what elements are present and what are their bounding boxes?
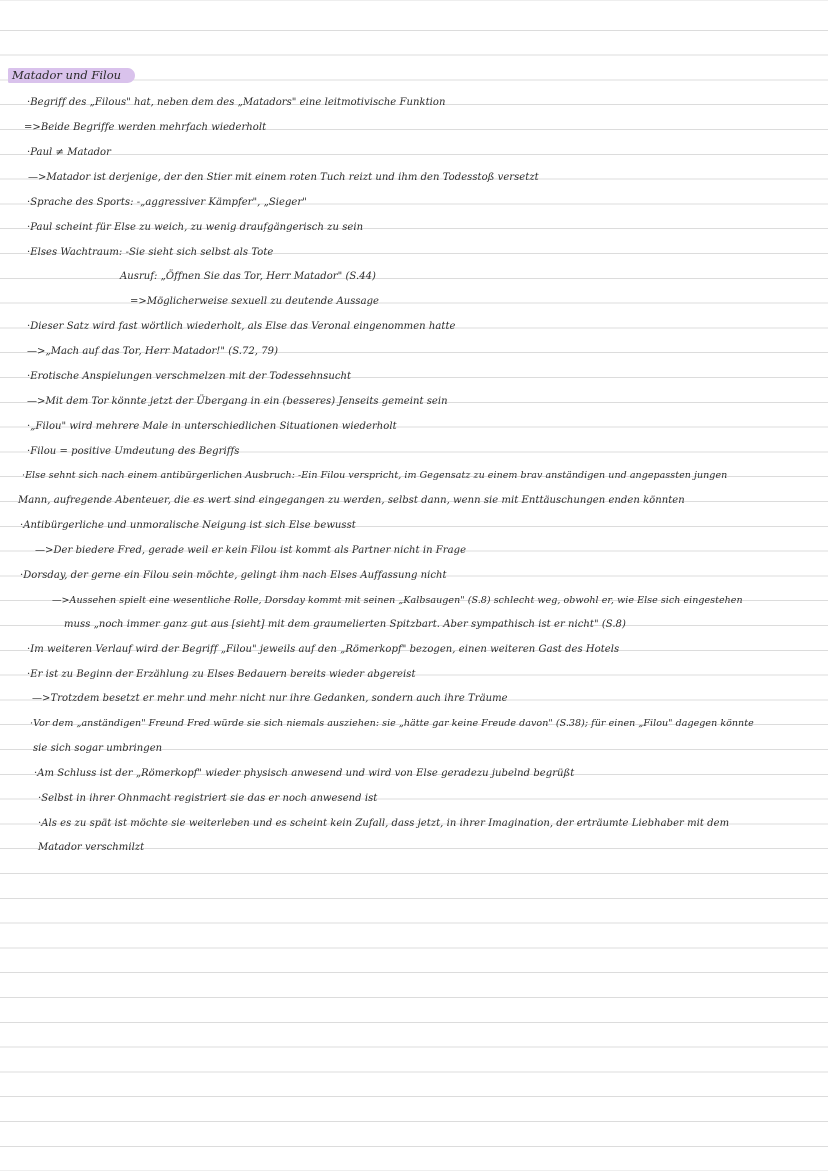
note-line: ·Vor dem „anständigen" Freund Fred würde sie sich niemals ausziehen: sie „hätte gar keine Freude davon" (S.38); für einen „Filou" dagegen könnte <box>30 718 754 729</box>
note-line: ·Elses Wachtraum: -Sie sieht sich selbst als Tote <box>27 247 274 258</box>
note-line: ·Dieser Satz wird fast wörtlich wiederholt, als Else das Veronal eingenommen hatte <box>27 321 456 332</box>
note-line: ·Dorsday, der gerne ein Filou sein möchte, gelingt ihm nach Elses Auffassung nicht <box>20 570 447 581</box>
note-line: —>Matador ist derjenige, der den Stier mit einem roten Tuch reizt und ihm den Todesstoß versetzt <box>28 172 539 183</box>
note-line: ·Paul scheint für Else zu weich, zu wenig draufgängerisch zu sein <box>27 222 364 233</box>
note-line: ·Erotische Anspielungen verschmelzen mit der Todessehnsucht <box>27 371 352 382</box>
note-line: ·Als es zu spät ist möchte sie weiterleben und es scheint kein Zufall, dass jetzt, in ihrer Imagination, der erträumte Liebhaber mit dem <box>38 818 730 829</box>
note-line: =>Beide Begriffe werden mehrfach wiederholt <box>24 122 267 133</box>
note-line: ·Am Schluss ist der „Römerkopf" wieder physisch anwesend und wird von Else geradezu jubelnd begrüßt <box>34 768 575 779</box>
note-line: ·Antibürgerliche und unmoralische Neigung ist sich Else bewusst <box>20 520 356 531</box>
note-line: ·Im weiteren Verlauf wird der Begriff „Filou" jeweils auf den „Römerkopf" bezogen, einen weiteren Gast des Hotels <box>27 644 620 655</box>
note-line: muss „noch immer ganz gut aus [sieht] mit dem graumelierten Spitzbart. Aber sympathisch ist er nicht" (S.8) <box>64 619 626 630</box>
note-line: sie sich sogar umbringen <box>33 743 163 754</box>
note-line: ·Selbst in ihrer Ohnmacht registriert sie das er noch anwesend ist <box>38 793 378 804</box>
note-line: ·Else sehnt sich nach einem antibürgerlichen Ausbruch: -Ein Filou verspricht, im Gegensatz zu einem brav anständigen und angepassten jungen <box>22 470 728 481</box>
note-line: ·„Filou" wird mehrere Male in unterschiedlichen Situationen wiederholt <box>27 421 397 432</box>
page-title: Matador und Filou <box>8 68 135 83</box>
note-line: ·Sprache des Sports: -„aggressiver Kämpfer", „Sieger" <box>27 197 307 208</box>
note-line: ·Filou = positive Umdeutung des Begriffs <box>27 446 240 457</box>
note-line: —>Der biedere Fred, gerade weil er kein Filou ist kommt als Partner nicht in Frage <box>35 545 467 556</box>
note-line: —>Trotzdem besetzt er mehr und mehr nicht nur ihre Gedanken, sondern auch ihre Träume <box>32 693 508 704</box>
note-line: Matador verschmilzt <box>38 842 145 853</box>
note-line: ·Er ist zu Beginn der Erzählung zu Elses Bedauern bereits wieder abgereist <box>27 669 416 680</box>
note-line: =>Möglicherweise sexuell zu deutende Aussage <box>130 296 380 307</box>
note-line: ·Begriff des „Filous" hat, neben dem des „Matadors" eine leitmotivische Funktion <box>27 97 446 108</box>
note-line: Ausruf: „Öffnen Sie das Tor, Herr Matador" (S.44) <box>120 271 376 282</box>
note-line: —>Mit dem Tor könnte jetzt der Übergang in ein (besseres) Jenseits gemeint sein <box>27 396 448 407</box>
note-line: —>Aussehen spielt eine wesentliche Rolle, Dorsday kommt mit seinen „Kalbsaugen" (S.8) schlecht weg, obwohl er, wie Else sich eingestehen <box>52 595 743 606</box>
note-line: —>„Mach auf das Tor, Herr Matador!" (S.72, 79) <box>27 346 279 357</box>
note-line: Mann, aufregende Abenteuer, die es wert sind eingegangen zu werden, selbst dann, wenn sie mit Enttäuschungen enden könnten <box>18 495 685 506</box>
note-line: ·Paul ≠ Matador <box>27 147 111 158</box>
